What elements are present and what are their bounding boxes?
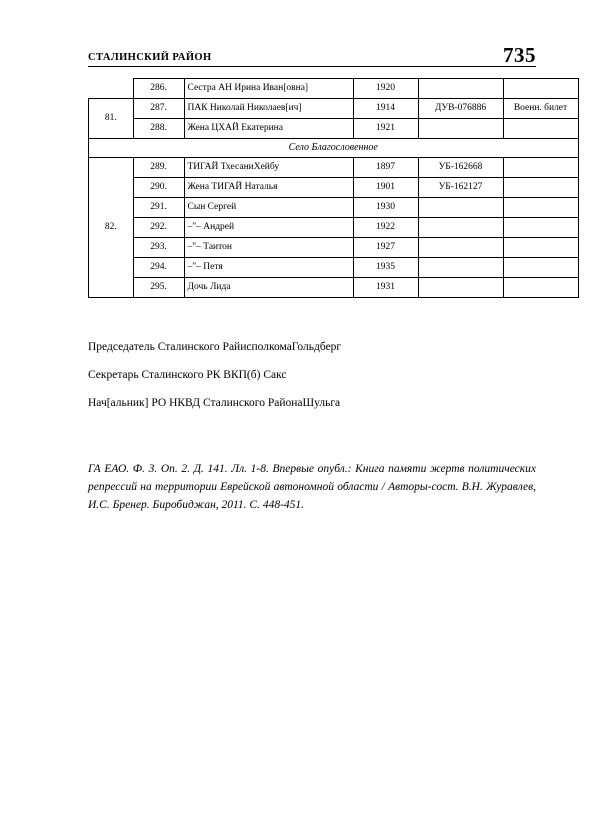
signature-nkvd-chief: Нач[альник] РО НКВД Сталинского РайонаШульга bbox=[88, 397, 341, 409]
cell-number: 295. bbox=[133, 278, 184, 298]
signature-chairman: Председатель Сталинского РайисполкомаГольдберг bbox=[88, 341, 342, 353]
cell-year: 1920 bbox=[353, 79, 418, 99]
cell-number: 287. bbox=[133, 99, 184, 119]
cell-year: 1897 bbox=[353, 158, 418, 178]
signature-block bbox=[88, 341, 528, 425]
cell-number: 288. bbox=[133, 119, 184, 139]
cell-year: 1930 bbox=[353, 198, 418, 218]
cell-name: –"– Петя bbox=[184, 258, 353, 278]
cell-name: ПАК Николай Николаев[ич] bbox=[184, 99, 353, 119]
cell-note bbox=[503, 258, 578, 278]
cell-group: 82. bbox=[89, 158, 134, 298]
cell-name: Сестра АН Ирина Иван[овна] bbox=[184, 79, 353, 99]
table-row bbox=[89, 218, 579, 238]
cell-number: 289. bbox=[133, 158, 184, 178]
cell-note bbox=[503, 278, 578, 298]
cell-document bbox=[418, 238, 503, 258]
cell-document bbox=[418, 119, 503, 139]
cell-note bbox=[503, 158, 578, 178]
table-row bbox=[89, 178, 579, 198]
cell-year: 1935 bbox=[353, 258, 418, 278]
cell-note bbox=[503, 79, 578, 99]
archival-source-note: ГА ЕАО. Ф. 3. Оп. 2. Д. 141. Лл. 1-8. Впервые опубл.: Книга памяти жертв политических репрессий на территории Еврейской автономной области / Авторы-сост. В.Н. Журавлев, И.С. Бренер. Биробиджан, 2011. С. 448-451. bbox=[88, 463, 536, 511]
cell-name: Дочь Лида bbox=[184, 278, 353, 298]
table-row bbox=[89, 79, 579, 99]
registry-table-body bbox=[89, 79, 579, 298]
header-section-title: СТАЛИНСКИЙ РАЙОН bbox=[88, 52, 212, 63]
cell-year: 1921 bbox=[353, 119, 418, 139]
cell-note bbox=[503, 178, 578, 198]
cell-name: Сын Сергей bbox=[184, 198, 353, 218]
cell-name: –"– Андрей bbox=[184, 218, 353, 238]
cell-document: ДУВ-076886 bbox=[418, 99, 503, 119]
village-header-row bbox=[89, 139, 579, 158]
cell-note bbox=[503, 238, 578, 258]
cell-number: 291. bbox=[133, 198, 184, 218]
cell-document bbox=[418, 198, 503, 218]
signature-secretary: Секретарь Сталинского РК ВКП(б) Сакс bbox=[88, 369, 287, 381]
cell-name: Жена ЦХАЙ Екатерина bbox=[184, 119, 353, 139]
cell-note bbox=[503, 198, 578, 218]
page-header bbox=[88, 40, 536, 67]
cell-number: 294. bbox=[133, 258, 184, 278]
cell-note bbox=[503, 119, 578, 139]
cell-name: Жена ТИГАЙ Наталья bbox=[184, 178, 353, 198]
cell-group: 81. bbox=[89, 99, 134, 139]
village-header-label: Село Благословенное bbox=[89, 139, 579, 158]
cell-number: 290. bbox=[133, 178, 184, 198]
table-row bbox=[89, 198, 579, 218]
table-row bbox=[89, 278, 579, 298]
cell-number: 286. bbox=[133, 79, 184, 99]
table-row bbox=[89, 238, 579, 258]
table-row bbox=[89, 258, 579, 278]
cell-document bbox=[418, 258, 503, 278]
cell-document bbox=[418, 278, 503, 298]
cell-name: –"– Таитон bbox=[184, 238, 353, 258]
table-row bbox=[89, 158, 579, 178]
cell-document bbox=[418, 218, 503, 238]
registry-table bbox=[88, 78, 579, 298]
cell-number: 292. bbox=[133, 218, 184, 238]
cell-year: 1931 bbox=[353, 278, 418, 298]
table-row bbox=[89, 119, 579, 139]
cell-number: 293. bbox=[133, 238, 184, 258]
registry-table-container bbox=[88, 78, 568, 298]
cell-name: ТИГАЙ ТхесаниХейбу bbox=[184, 158, 353, 178]
cell-year: 1901 bbox=[353, 178, 418, 198]
cell-year: 1927 bbox=[353, 238, 418, 258]
cell-document: УБ-162668 bbox=[418, 158, 503, 178]
cell-group bbox=[89, 79, 134, 99]
cell-note bbox=[503, 218, 578, 238]
cell-year: 1914 bbox=[353, 99, 418, 119]
cell-document: УБ-162127 bbox=[418, 178, 503, 198]
cell-document bbox=[418, 79, 503, 99]
page-number: 735 bbox=[503, 43, 536, 67]
cell-year: 1922 bbox=[353, 218, 418, 238]
cell-note: Военн. билет bbox=[503, 99, 578, 119]
table-row bbox=[89, 99, 579, 119]
